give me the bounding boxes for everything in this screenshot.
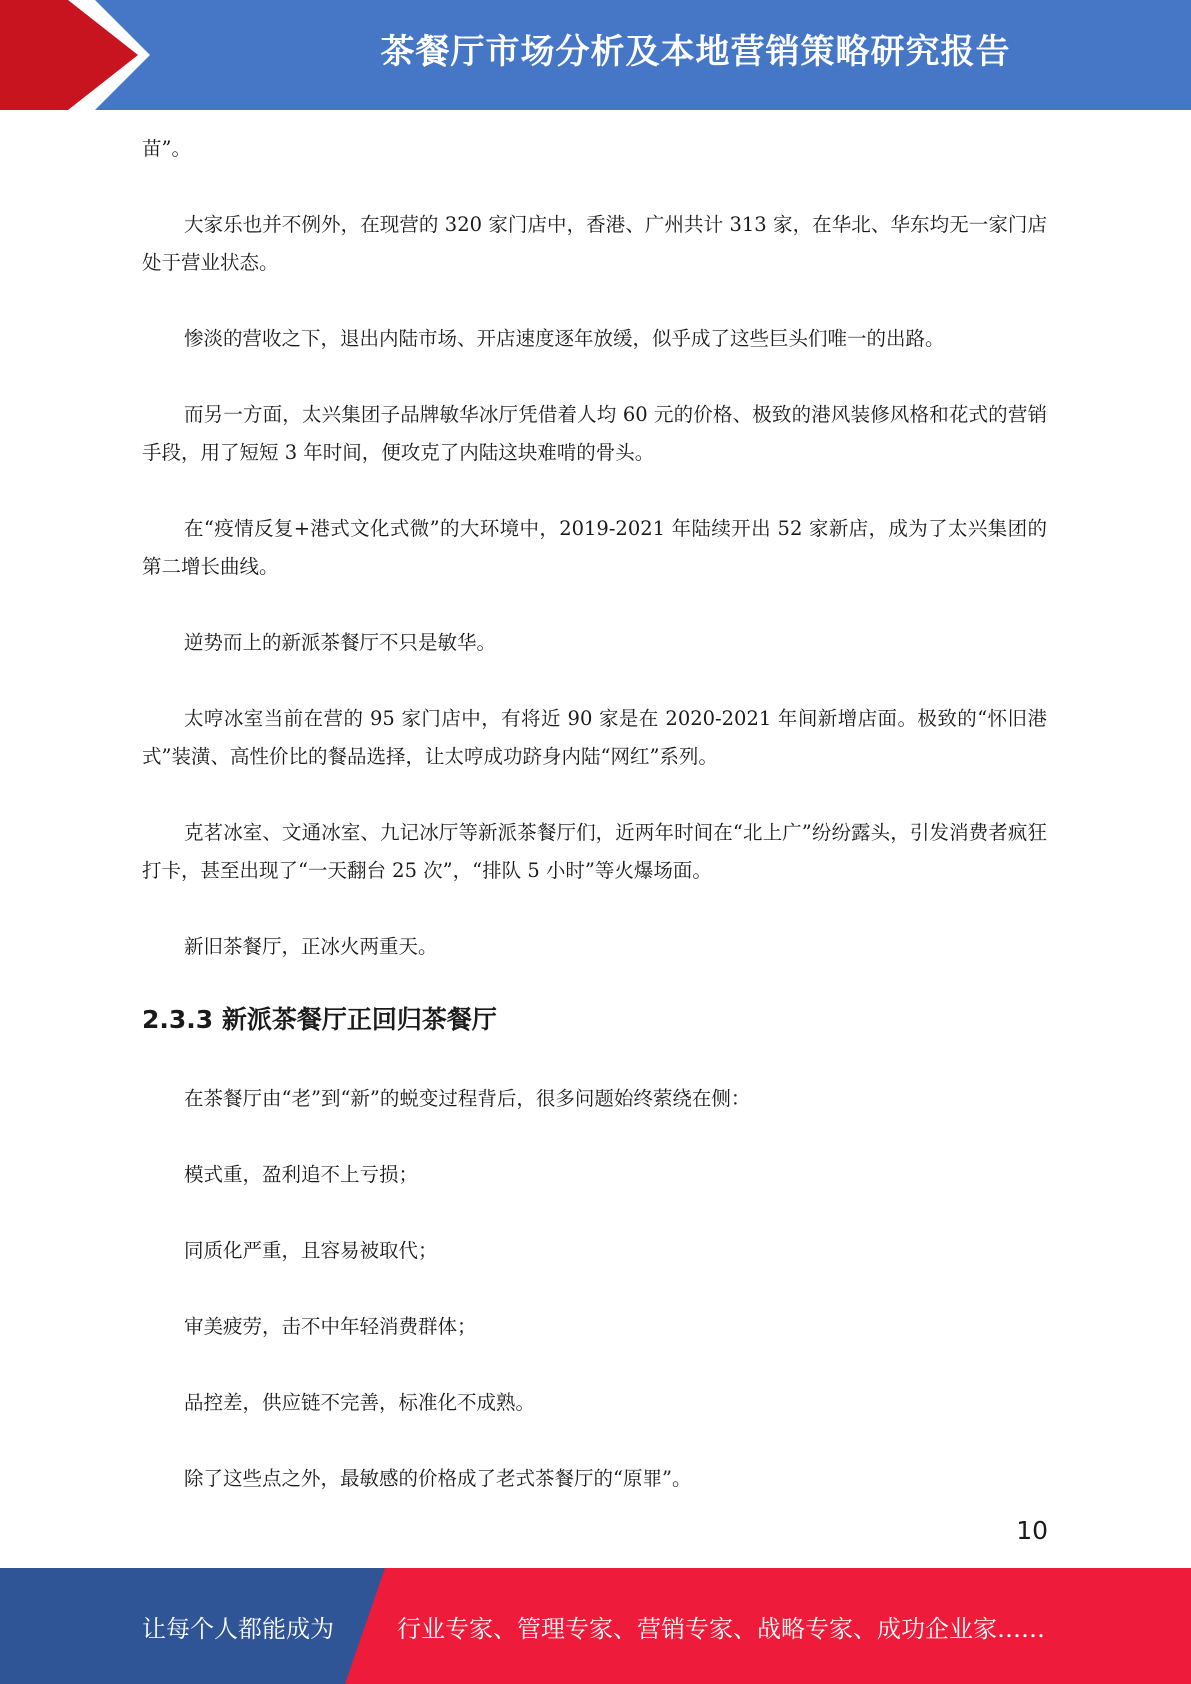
paragraph: 在“疫情反复+港式文化式微”的大环境中，2019-2021 年陆续开出 52 家新店，成为了太兴集团的第二增长曲线。 <box>142 517 1047 578</box>
page-number: 10 <box>1016 1516 1048 1545</box>
paragraph: 太哼冰室当前在营的 95 家门店中，有将近 90 家是在 2020-2021 年间新增店面。极致的“怀旧港式”装潢、高性价比的餐品选择，让太哼成功跻身内陆“网红”系列。 <box>142 707 1047 768</box>
list-item: 品控差，供应链不完善，标准化不成熟。 <box>184 1391 536 1414</box>
paragraph: 除了这些点之外，最敏感的价格成了老式茶餐厅的“原罪”。 <box>184 1467 692 1490</box>
paragraph: 逆势而上的新派茶餐厅不只是敏华。 <box>184 631 497 654</box>
list-item: 模式重，盈利追不上亏损； <box>184 1163 419 1186</box>
footer-slogan-left: 让每个人都能成为 <box>142 1615 334 1643</box>
paragraph: 惨淡的营收之下，退出内陆市场、开店速度逐年放缓，似乎成了这些巨头们唯一的出路。 <box>184 327 945 350</box>
paragraph: 苗”。 <box>142 137 191 160</box>
paragraph: 大家乐也并不例外，在现营的 320 家门店中，香港、广州共计 313 家，在华北、华东均无一家门店处于营业状态。 <box>142 213 1047 274</box>
report-title: 茶餐厅市场分析及本地营销策略研究报告 <box>380 32 1011 72</box>
paragraph: 克茗冰室、文通冰室、九记冰厅等新派茶餐厅们，近两年时间在“北上广”纷纷露头，引发消费者疯狂打卡，甚至出现了“一天翻台 25 次”，“排队 5 小时”等火爆场面。 <box>142 821 1047 882</box>
paragraph: 而另一方面，太兴集团子品牌敏华冰厅凭借着人均 60 元的价格、极致的港风装修风格和花式的营销手段，用了短短 3 年时间，便攻克了内陆这块难啃的骨头。 <box>142 403 1047 464</box>
list-item: 同质化严重，且容易被取代； <box>184 1239 438 1262</box>
page-footer <box>0 1568 1191 1684</box>
paragraph: 新旧茶餐厅，正冰火两重天。 <box>184 935 438 958</box>
list-item: 审美疲劳，击不中年轻消费群体； <box>184 1315 477 1338</box>
page-header <box>0 0 1191 110</box>
section-heading: 2.3.3 新派茶餐厅正回归茶餐厅 <box>142 1005 497 1034</box>
footer-slogan-right: 行业专家、管理专家、营销专家、战略专家、成功企业家…… <box>397 1615 1045 1643</box>
paragraph: 在茶餐厅由“老”到“新”的蜕变过程背后，很多问题始终萦绕在侧： <box>184 1087 751 1110</box>
document-body <box>142 130 1047 1498</box>
